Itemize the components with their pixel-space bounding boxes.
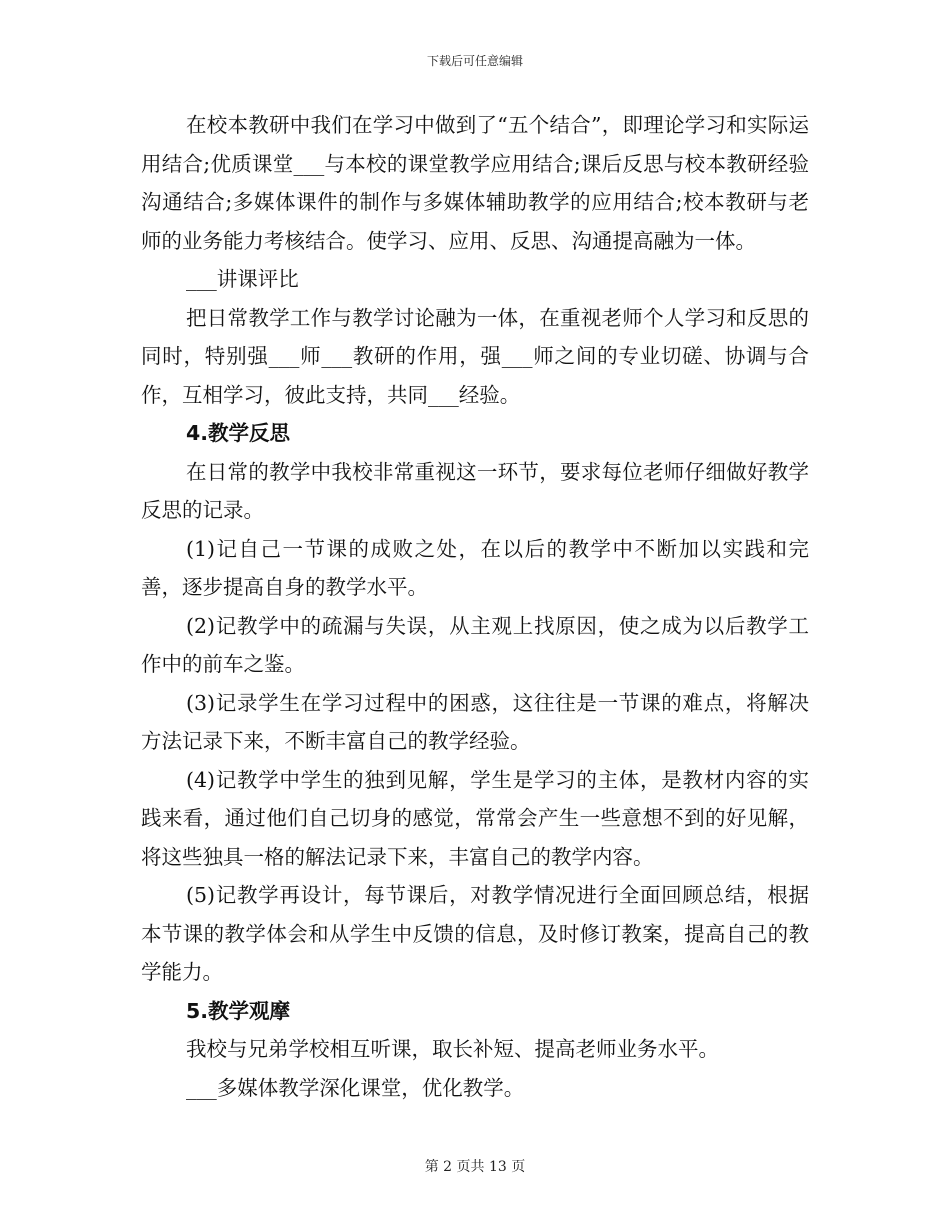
paragraph-mutual-observation: 我校与兄弟学校相互听课，取长补短、提高老师业务水平。 xyxy=(186,1037,719,1061)
heading-teaching-observation: 5.教学观摩 xyxy=(186,998,291,1023)
paragraph-five-combinations: 在校本教研中我们在学习中做到了“五个结合”，即理论学习和实际运用结合;优质课堂___与本校的课堂教学应用结合;课后反思与校本教研经验沟通结合;多媒体课件的制作与多媒体辅助教学的应用结合;校本教研与老师的业务能力考核结合。使学习、应用、反思、沟通提高融为一体。 xyxy=(141,113,809,253)
page-footer: 第 2 页共 13 页 xyxy=(424,1159,526,1175)
paragraph-multimedia: ___多媒体教学深化课堂，优化教学。 xyxy=(186,1075,525,1100)
list-item-3: (3)记录学生在学习过程中的困惑，这往往是一节课的难点，将解决方法记录下来，不断丰富自己的教学经验。 xyxy=(141,690,809,753)
paragraph-lecture-competition: ___讲课评比 xyxy=(186,267,299,291)
list-item-5: (5)记教学再设计，每节课后，对教学情况进行全面回顾总结，根据本节课的教学体会和从学生中反馈的信息，及时修订教案，提高自己的教学能力。 xyxy=(141,883,809,984)
paragraph-daily-teaching: 把日常教学工作与教学讨论融为一体，在重视老师个人学习和反思的同时，特别强___师___教研的作用，强___师之间的专业切磋、协调与合作，互相学习，彼此支持，共同___经验。 xyxy=(141,305,809,407)
document-body xyxy=(141,106,809,1107)
heading-teaching-reflection: 4.教学反思 xyxy=(186,421,291,445)
page-header: 下载后可任意编辑 xyxy=(426,54,523,68)
paragraph-reflection-intro: 在日常的教学中我校非常重视这一环节，要求每位老师仔细做好教学反思的记录。 xyxy=(141,459,809,522)
list-item-1: (1)记自己一节课的成败之处，在以后的教学中不断加以实践和完善，逐步提高自身的教学水平。 xyxy=(141,536,809,599)
list-item-4: (4)记教学中学生的独到见解，学生是学习的主体，是教材内容的实践来看，通过他们自己切身的感觉，常常会产生一些意想不到的好见解，将这些独具一格的解法记录下来，丰富自己的教学内容。 xyxy=(141,767,809,869)
list-item-2: (2)记教学中的疏漏与失误，从主观上找原因，使之成为以后教学工作中的前车之鉴。 xyxy=(141,613,809,676)
